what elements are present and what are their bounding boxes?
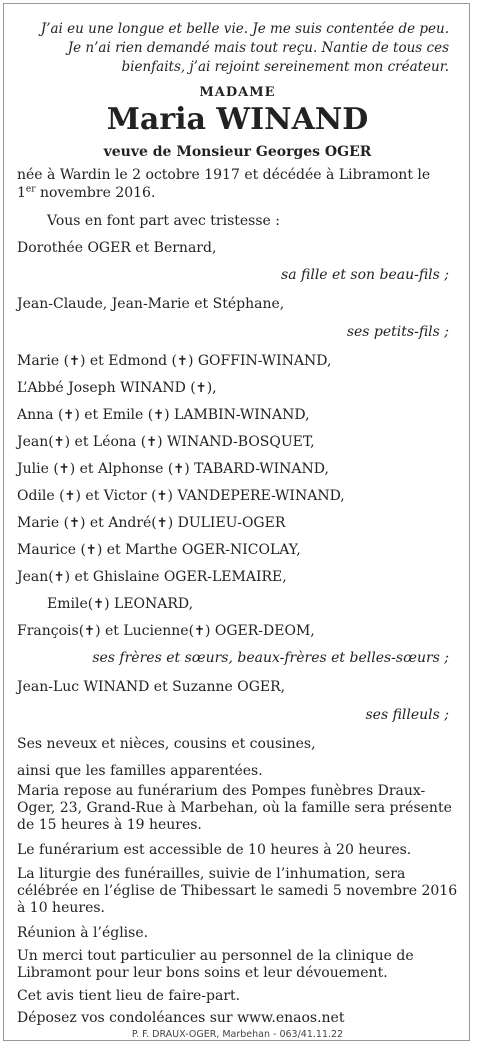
poem-line: J’ai eu une longue et belle vie. Je me suis contentée de peu. bbox=[40, 21, 449, 37]
cross-icon: ✝ bbox=[93, 597, 105, 612]
honorific: MADAME bbox=[199, 85, 276, 100]
sibling-line: Jean(✝) et Léona (✝) WINAND-BOSQUET, bbox=[17, 434, 315, 450]
cross-icon: ✝ bbox=[69, 354, 80, 369]
cross-icon: ✝ bbox=[194, 624, 205, 639]
birth-death-line: née à Wardin le 2 octobre 1917 et décédée à Libramont le bbox=[17, 167, 431, 183]
godchildren-relation: ses filleuls ; bbox=[365, 707, 449, 723]
sibling-line: L’Abbé Joseph WINAND (✝), bbox=[17, 380, 217, 396]
cross-icon: ✝ bbox=[146, 435, 158, 450]
sibling-line: Anna (✝) et Emile (✝) LAMBIN-WINAND, bbox=[17, 407, 310, 423]
cross-icon: ✝ bbox=[53, 570, 65, 585]
poem-quote bbox=[41, 20, 449, 77]
repose-paragraph: Maria repose au funérarium des Pompes funèbres Draux-Oger, 23, Grand-Rue à Marbehan, où la famille sera présente de 15 heures à 19 heures. bbox=[17, 783, 452, 833]
cross-icon: ✝ bbox=[156, 516, 168, 531]
cross-icon: ✝ bbox=[63, 408, 75, 423]
condolences-paragraph: Déposez vos condoléances sur www.enaos.net bbox=[17, 1010, 345, 1026]
poem-line: bienfaits, j’ai rejoint sereinement mon créateur. bbox=[121, 59, 449, 75]
daughter-line: Dorothée OGER et Bernard, bbox=[17, 240, 217, 256]
notice-paragraph: Cet avis tient lieu de faire-part. bbox=[17, 988, 241, 1004]
poem-line: Je n’ai rien demandé mais tout reçu. Nantie de tous ces bbox=[67, 40, 449, 56]
cross-icon: ✝ bbox=[64, 489, 76, 504]
grandchildren-relation: ses petits-fils ; bbox=[346, 324, 449, 340]
sibling-line: Marie (✝) et Edmond (✝) GOFFIN-WINAND, bbox=[17, 353, 332, 369]
grandchildren-line: Jean-Claude, Jean-Marie et Stéphane, bbox=[17, 296, 285, 312]
cross-icon: ✝ bbox=[69, 516, 80, 531]
nephews-line: Ses neveux et nièces, cousins et cousines, bbox=[17, 736, 316, 752]
families-line: ainsi que les familles apparentées. bbox=[17, 763, 263, 779]
cross-icon: ✝ bbox=[153, 408, 165, 423]
cross-icon: ✝ bbox=[53, 435, 65, 450]
daughter-relation: sa fille et son beau-fils ; bbox=[281, 267, 449, 283]
cross-icon: ✝ bbox=[173, 462, 185, 477]
intro-line: Vous en font part avec tristesse : bbox=[47, 213, 280, 229]
sibling-line: François(✝) et Lucienne(✝) OGER-DEOM, bbox=[17, 623, 315, 639]
deceased-name: Maria WINAND bbox=[106, 102, 369, 137]
cross-icon: ✝ bbox=[195, 381, 207, 396]
sibling-line: Maurice (✝) et Marthe OGER-NICOLAY, bbox=[17, 542, 301, 558]
cross-icon: ✝ bbox=[85, 543, 97, 558]
cross-icon: ✝ bbox=[58, 462, 70, 477]
funeral-home-footer: P. F. DRAUX-OGER, Marbehan - 063/41.11.22 bbox=[131, 1029, 344, 1040]
liturgy-paragraph: La liturgie des funérailles, suivie de l’inhumation, sera célébrée en l’église de Thibessart le samedi 5 novembre 2016 à 10 heures. bbox=[17, 866, 458, 916]
cross-icon: ✝ bbox=[84, 624, 96, 639]
sibling-line: Julie (✝) et Alphonse (✝) TABARD-WINAND, bbox=[17, 461, 329, 477]
thanks-paragraph: Un merci tout particulier au personnel de la clinique de Libramont pour leur bons soins et leur dévouement. bbox=[17, 948, 414, 981]
widow-of: veuve de Monsieur Georges OGER bbox=[103, 144, 372, 160]
godchildren-line: Jean-Luc WINAND et Suzanne OGER, bbox=[17, 679, 286, 695]
obituary-notice bbox=[3, 3, 470, 1041]
access-paragraph: Le funérarium est accessible de 10 heures à 20 heures. bbox=[17, 842, 412, 858]
cross-icon: ✝ bbox=[177, 354, 188, 369]
reunion-paragraph: Réunion à l’église. bbox=[17, 925, 149, 941]
siblings-relation: ses frères et sœurs, beaux-frères et belles-sœurs ; bbox=[92, 650, 449, 666]
death-date-line: 1er novembre 2016. bbox=[17, 184, 156, 201]
sibling-line: Odile (✝) et Victor (✝) VANDEPERE-WINAND, bbox=[17, 488, 345, 504]
cross-icon: ✝ bbox=[156, 489, 168, 504]
sibling-line: Marie (✝) et André(✝) DULIEU-OGER bbox=[17, 515, 286, 531]
sibling-line: Jean(✝) et Ghislaine OGER-LEMAIRE, bbox=[17, 569, 287, 585]
sibling-line: Emile(✝) LEONARD, bbox=[47, 596, 194, 612]
